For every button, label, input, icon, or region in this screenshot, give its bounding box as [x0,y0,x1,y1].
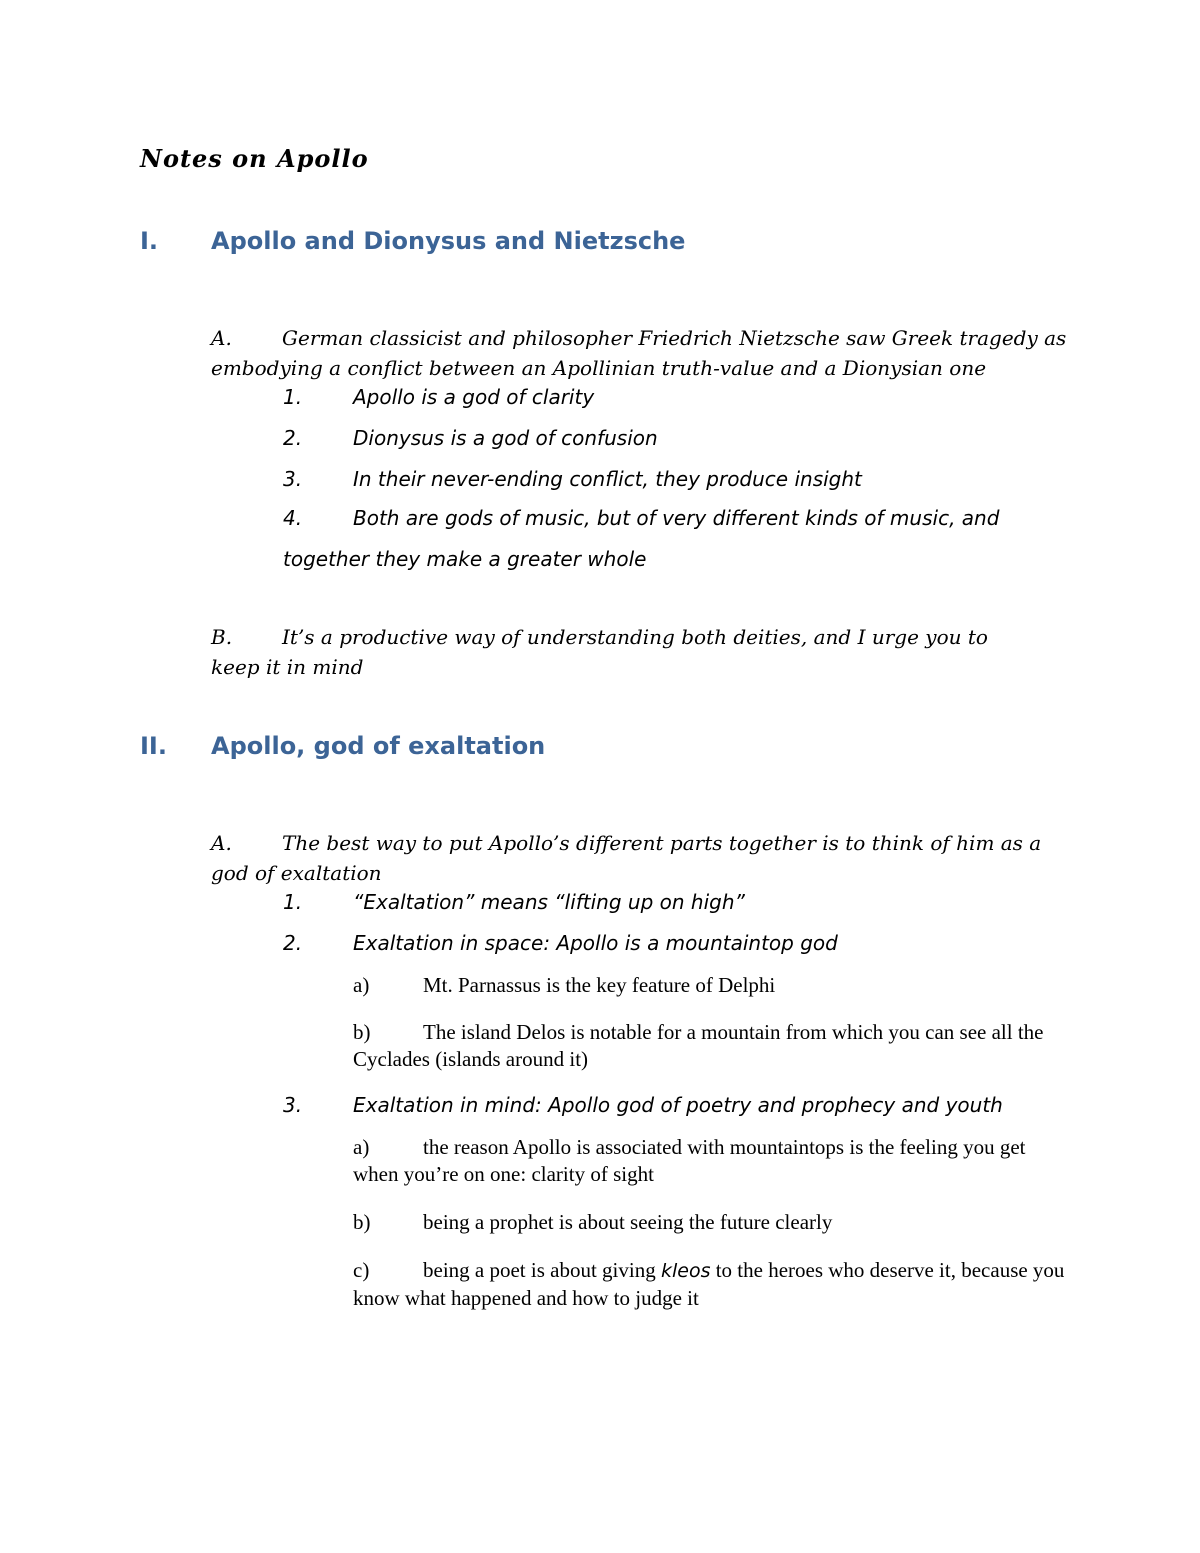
item-text: “Exaltation” means “lifting up on high” [353,890,745,914]
point-text: The best way to put Apollo’s different parts together is to think of him as a god of exaltation [211,831,1042,885]
sub-item [353,972,1073,999]
point-1a [211,323,1071,383]
point-1b [211,622,1041,682]
sub-item [353,1257,1073,1312]
item-label: 3. [283,467,303,491]
item-label: 4. [283,506,303,530]
item-text: Dionysus is a god of confusion [353,426,658,450]
sub-item-label: a) [353,1135,370,1159]
section-numeral: I. [140,227,159,255]
item-text: Both are gods of music, but of very different kinds of music, and together they make a greater whole [283,506,1000,571]
item-label: 2. [283,931,303,955]
sub-item-label: b) [353,1210,371,1234]
point-text: It’s a productive way of understanding both deities, and I urge you to keep it in mind [211,625,988,679]
item-text: Exaltation in space: Apollo is a mountaintop god [353,931,838,955]
item-text: Apollo is a god of clarity [353,385,595,409]
item-text: In their never-ending conflict, they produce insight [353,467,862,491]
item-label: 1. [283,385,303,409]
sub-item-text: being a prophet is about seeing the future clearly [423,1210,833,1234]
sub-item [353,1209,1073,1236]
sub-item-text: the reason Apollo is associated with mountaintops is the feeling you get when you’re on one: clarity of sight [353,1135,1026,1186]
sub-item [353,1134,1073,1188]
sub-item-label: b) [353,1020,371,1044]
sub-item-text-end: to the heroes who deserve it, because you know what happened and how to judge it [353,1258,1065,1310]
sub-item-text: Mt. Parnassus is the key feature of Delphi [423,973,776,997]
section-title: Apollo, god of exaltation [211,732,546,760]
item-label: 1. [283,890,303,914]
point-label: A. [211,326,232,350]
point-label: A. [211,831,232,855]
point-label: B. [211,625,233,649]
sub-item-text: The island Delos is notable for a mountain from which you can see all the Cyclades (islands around it) [353,1020,1044,1071]
section-numeral: II. [140,732,167,760]
sub-item-label: a) [353,973,370,997]
document-title: Notes on Apollo [140,144,369,173]
sub-item [353,1019,1073,1073]
sub-item-label: c) [353,1258,370,1282]
section-title: Apollo and Dionysus and Nietzsche [211,227,686,255]
sub-item-text-start: being a poet is about giving [423,1258,661,1282]
point-2a [211,828,1071,888]
kleos-term: kleos [660,1260,711,1282]
item-label: 2. [283,426,303,450]
item-label: 3. [283,1093,303,1117]
item-text: Exaltation in mind: Apollo god of poetry and prophecy and youth [353,1093,1003,1117]
point-text: German classicist and philosopher Friedrich Nietzsche saw Greek tragedy as embodying a conflict between an Apollinian truth-value and a Dionysian one [211,326,1067,380]
list-item [283,498,1073,580]
